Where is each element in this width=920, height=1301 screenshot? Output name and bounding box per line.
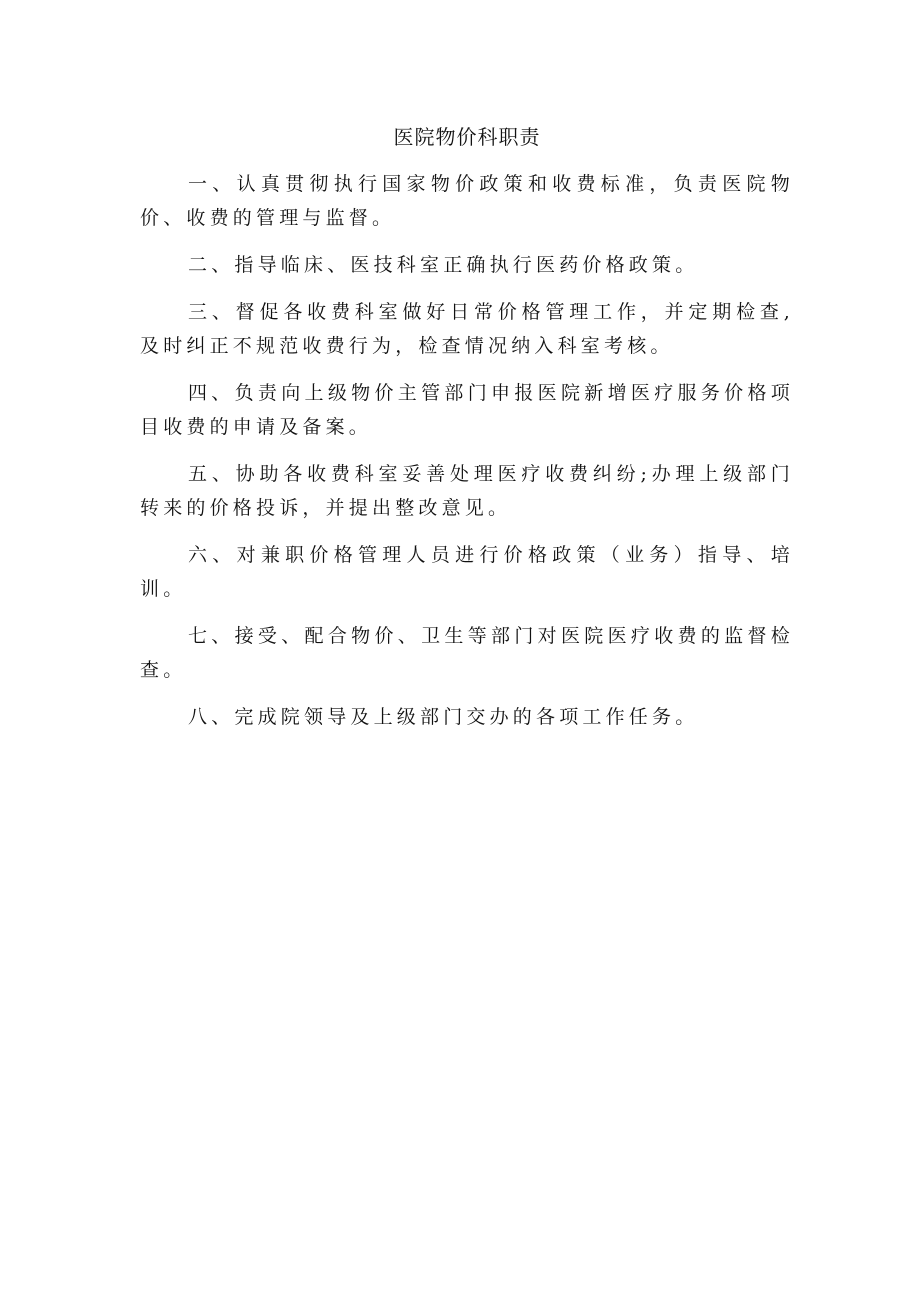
duty-clause-7: 七、接受、配合物价、卫生等部门对医院医疗收费的监督检查。 (140, 625, 794, 681)
duty-clause-6: 六、对兼职价格管理人员进行价格政策（业务）指导、培训。 (140, 544, 794, 600)
document-title: 医院物价科职责 (393, 125, 541, 149)
duty-clause-2: 二、指导临床、医技科室正确执行医药价格政策。 (188, 254, 699, 276)
duty-clause-3: 三、督促各收费科室做好日常价格管理工作，并定期检查,及时纠正不规范收费行为，检查情况纳入科室考核。 (140, 301, 794, 357)
duty-clause-8: 八、完成院领导及上级部门交办的各项工作任务。 (188, 706, 699, 728)
duty-clause-1: 一、认真贯彻执行国家物价政策和收费标准，负责医院物价、收费的管理与监督。 (140, 173, 794, 229)
duty-list (140, 167, 794, 747)
duty-clause-4: 四、负责向上级物价主管部门申报医院新增医疗服务价格项目收费的申请及备案。 (140, 382, 794, 438)
duty-clause-5: 五、协助各收费科室妥善处理医疗收费纠纷;办理上级部门转来的价格投诉，并提出整改意见。 (140, 463, 794, 519)
